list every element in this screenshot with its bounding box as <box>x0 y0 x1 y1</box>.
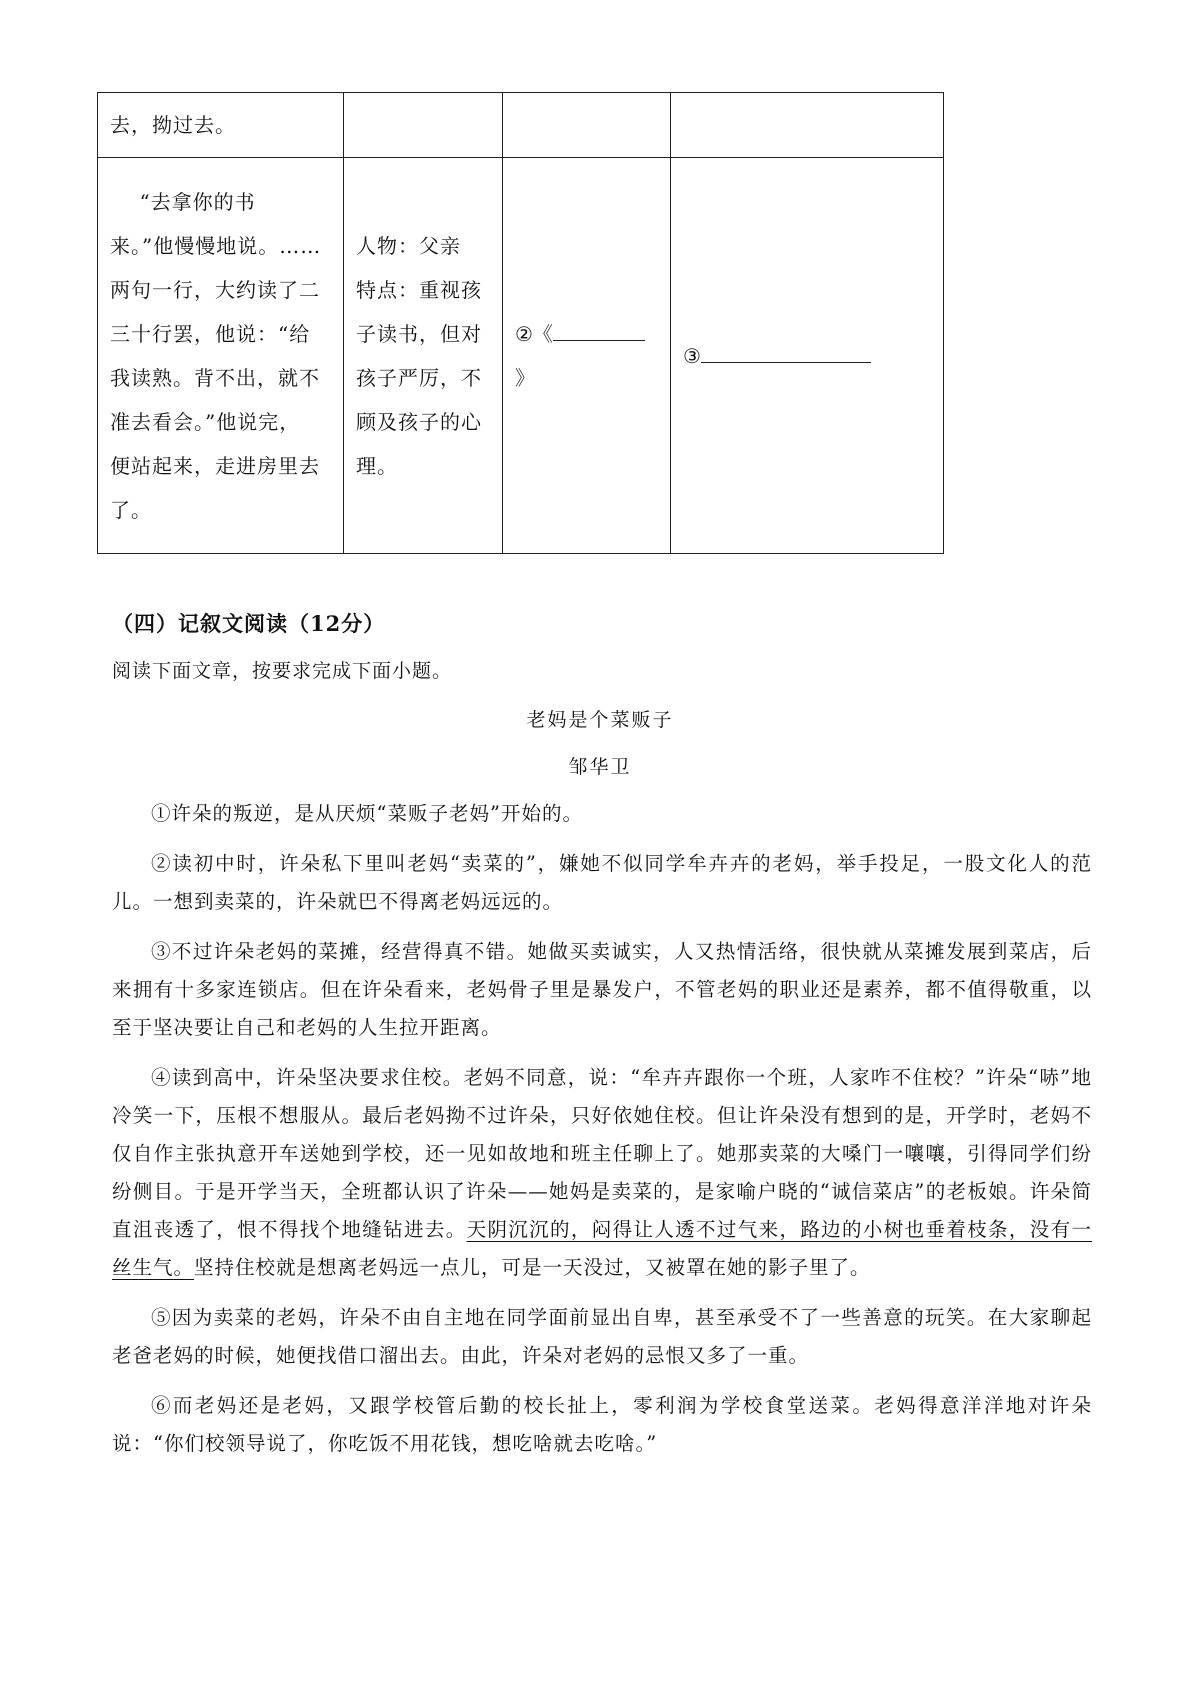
cell-text: 去，拗过去。 <box>110 113 236 137</box>
blank-suffix: 》 <box>515 365 535 390</box>
table-cell-character <box>344 93 503 158</box>
paragraph-3: ③不过许朵老妈的菜摊，经营得真不错。她做买卖诚实，人又热情活络，很快就从菜摊发展到菜店，后来拥有十多家连锁店。但在许朵看来，老妈骨子里是暴发户，不管老妈的职业还是素养，都不值得敬重，以至于坚决要让自己和老妈的人生拉开距离。 <box>112 940 1092 1039</box>
paragraph-1: ①许朵的叛逆，是从厌烦“菜贩子老妈”开始的。 <box>151 802 583 825</box>
table-cell-source <box>503 93 671 158</box>
paragraph-5: ⑤因为卖菜的老妈，许朵不由自主地在同学面前显出自卑，甚至承受不了一些善意的玩笑。在大家聊起老爸老妈的时候，她便找借口溜出去。由此，许朵对老妈的忌恨又多了一重。 <box>112 1306 1092 1367</box>
fill-in-blank-3[interactable] <box>701 340 871 363</box>
article-body <box>112 795 1092 1475</box>
table-row <box>98 93 944 158</box>
article-title: 老妈是个菜贩子 <box>526 709 674 731</box>
paragraph-2: ②读初中时，许朵私下里叫老妈“卖菜的”，嫌她不似同学牟卉卉的老妈，举手投足，一股文化人的范儿。一想到卖菜的，许朵就巴不得离老妈远远的。 <box>112 852 1092 913</box>
analysis-table <box>97 92 944 554</box>
table-cell-quote <box>98 93 344 158</box>
underlined-sentence: 天阴沉沉的，闷得让人透不过气来，路边的小树也垂着枝条，没有一丝生气。 <box>112 1218 1092 1279</box>
table-row <box>98 158 944 554</box>
paragraph-6: ⑥而老妈还是老妈，又跟学校管后勤的校长扯上，零利润为学校食堂送菜。老妈得意洋洋地对许朵说：“你们校领导说了，你吃饭不用花钱，想吃啥就去吃啥。” <box>112 1394 1092 1455</box>
blank-prefix: ③ <box>683 343 701 368</box>
paragraph-4-text-end: 坚持住校就是想离老妈远一点儿，可是一天没过，又被罩在她的影子里了。 <box>194 1256 871 1279</box>
paragraph-4-text: ④读到高中，许朵坚决要求住校。老妈不同意，说：“牟卉卉跟你一个班，人家咋不住校？”许朵“哧”地冷笑一下，压根不想服从。最后老妈拗不过许朵，只好依她住校。但让许朵没有想到的是，开学时，老妈不仅自作主张执意开车送她到学校，还一见如故地和班主任聊上了。她那卖菜的大嗓门一嚷嚷，引得同学们纷纷侧目。于是开学当天，全班都认识了许朵——她妈是卖菜的，是家喻户晓的“诚信菜店”的老板娘。许朵简直沮丧透了，恨不得找个地缝钻进去。 <box>112 1066 1092 1241</box>
section-title: （四）记叙文阅读（12分） <box>112 611 386 636</box>
table-cell-answer <box>671 158 944 554</box>
fill-in-blank-2[interactable] <box>553 318 645 341</box>
paragraph-4 <box>112 1059 1092 1287</box>
table-cell-answer <box>671 93 944 158</box>
section-instruction: 阅读下面文章，按要求完成下面小题。 <box>112 660 453 682</box>
blank-prefix: ②《 <box>515 321 553 346</box>
table-cell-source <box>503 158 671 554</box>
table-cell-quote <box>98 158 344 554</box>
cell-text: “去拿你的书 来。”他慢慢地说。…… 两句一行，大约读了二 三十行罢，他说：“给 我读熟。背不出，就不 准去看会。”他说完， 便站起来，走进房里去 了。 <box>110 189 322 522</box>
article-author: 邹华卫 <box>568 756 632 778</box>
table-cell-character <box>344 158 503 554</box>
cell-text: 人物：父亲 特点：重视孩 子读书，但对 孩子严厉，不 顾及孩子的心 理。 <box>356 233 482 478</box>
